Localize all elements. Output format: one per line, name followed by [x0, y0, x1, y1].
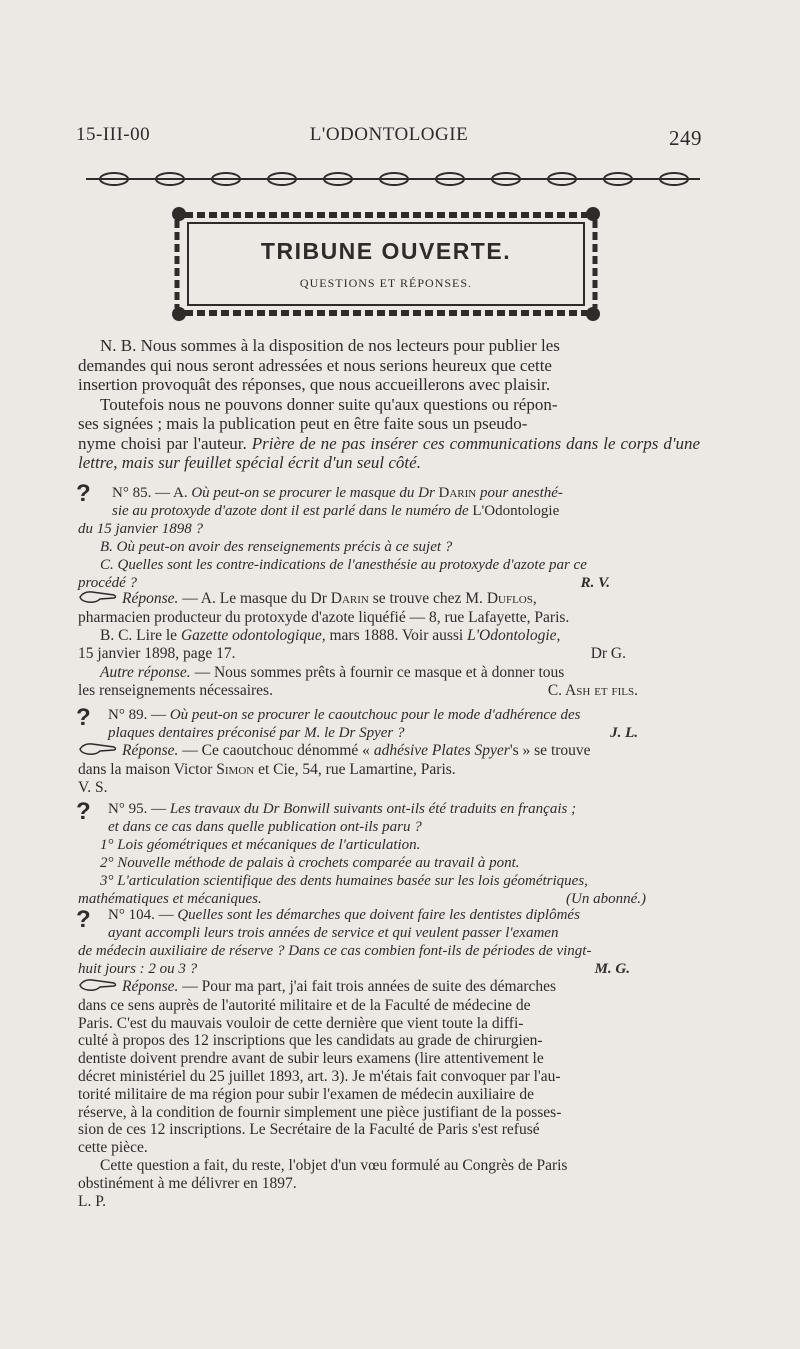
answer-text: dans ce sens auprès de l'autorité militaire et de la Faculté de médecine de: [78, 996, 531, 1014]
answer-text: mars 1888. Voir aussi: [329, 627, 464, 644]
answer-text: sion de ces 12 inscriptions. Le Secrétaire de la Faculté de Paris s'est refusé: [78, 1121, 540, 1139]
answer-text: — Ce caoutchouc dénommé «: [182, 742, 370, 760]
answer-text: torité militaire de ma région pour subir l'examen de médecin auxiliaire de: [78, 1085, 535, 1103]
answer-signature: Dr G.: [590, 645, 626, 662]
q85-text: Où peut-on se procurer le masque du Dr: [191, 485, 435, 501]
answer-text: et Cie, 54, rue Lamartine, Paris.: [258, 761, 456, 778]
intro-notice: [78, 434, 700, 473]
ornament-rule: [86, 168, 700, 190]
answer-text: B. C. Lire le: [100, 627, 178, 644]
q95-item: 1° Lois géométriques et mécaniques de l'articulation.: [100, 837, 421, 853]
answer-ref: L'Odontologie,: [467, 627, 561, 644]
answer-85: [78, 590, 700, 663]
answer-text: obstinément à me délivrer en 1897.: [78, 1174, 297, 1192]
q85-journal: L'Odontologie: [472, 503, 560, 519]
question-104: [78, 906, 700, 978]
pointing-hand-icon: [78, 590, 118, 609]
intro-line: demandes qui nous seront adressées et nous serions heureux que cette: [78, 355, 552, 375]
answer-text: — Nous sommes prêts à fournir ce masque et à donner tous: [194, 664, 565, 681]
answer-text: 15 janvier 1898, page 17.: [78, 645, 236, 662]
answer-89: [78, 742, 700, 797]
intro-line: ses signées ; mais la publication peut en être faite sous un pseudo-: [78, 414, 528, 433]
q95-text: Les travaux du Dr Bonwill suivants ont-ils été traduits en français ;: [169, 801, 577, 817]
pointing-hand-icon: [78, 742, 118, 761]
q85-text: sie au protoxyde d'azote dont il est parlé dans le numéro de: [112, 503, 469, 519]
intro-line: nyme choisi par l'auteur.: [78, 433, 247, 453]
intro-line: N. B. Nous sommes à la disposition de nos lecteurs pour publier les: [100, 336, 560, 355]
q89-text: plaques dentaires préconisé par M. le Dr Spyer ?: [108, 725, 405, 741]
q85-name: Darin: [438, 485, 477, 501]
page-number: 249: [669, 126, 702, 150]
answer-text: Paris. C'est du mauvais vouloir de cette dernière que vient toute la diffi-: [78, 1014, 524, 1032]
q95-item: 2° Nouvelle méthode de palais à crochets comparée au travail à pont.: [100, 855, 520, 871]
q104-signature: M. G.: [594, 961, 630, 977]
section-title-box: [171, 206, 601, 322]
question-89: [78, 706, 700, 742]
q104-text: de médecin auxiliaire de réserve ? Dans ce cas combien font-ils de périodes de vingt-: [78, 943, 592, 959]
pointing-hand-icon: [78, 978, 118, 997]
q89-number: N° 89. —: [108, 707, 167, 723]
other-answer: [78, 664, 700, 700]
q85-c: C. Quelles sont les contre-indications de l'anesthésie au protoxyde d'azote par ce: [100, 557, 587, 573]
q85-signature: R. V.: [580, 575, 610, 591]
running-header: [76, 124, 702, 154]
answer-text: culté à propos des 12 inscriptions que les candidats au grade de chirurgien-: [78, 1032, 543, 1050]
q104-text: huit jours : 2 ou 3 ?: [78, 961, 198, 977]
question-95: [78, 800, 700, 908]
question-mark-icon: ?: [76, 704, 91, 731]
answer-signature: V. S.: [78, 779, 108, 796]
answer-text: Cette question a fait, du reste, l'objet d'un vœu formulé au Congrès de Paris: [100, 1157, 568, 1174]
answer-text: 's » se trouve: [509, 742, 591, 760]
journal-title: L'ODONTOLOGIE: [309, 124, 469, 145]
answer-text: dans la maison Victor: [78, 761, 213, 778]
answer-ref: Gazette odontologique,: [180, 627, 326, 644]
answer-text: — Pour ma part, j'ai fait trois années de suite des démarches: [182, 978, 557, 995]
answer-text: — A. Le masque du Dr: [182, 590, 327, 608]
notice-italic: Prière de ne pas insérer ces communications dans le corps d'une lettre, mais sur feuillet spécial écrit d'un seul côté.: [78, 433, 701, 472]
q95-item: mathématiques et mécaniques.: [78, 891, 262, 907]
q89-text: Où peut-on se procurer le caoutchouc pour le mode d'adhérence des: [169, 707, 581, 723]
answer-label: Autre réponse.: [100, 664, 191, 681]
intro-line: Toutefois nous ne pouvons donner suite qu'aux questions ou répon-: [100, 394, 558, 414]
intro-paragraph: [78, 336, 700, 473]
issue-date: 15-III-00: [76, 124, 151, 145]
answer-name: Simon: [216, 761, 255, 778]
answer-text: se trouve chez M.: [372, 590, 483, 608]
q95-text: et dans ce cas dans quelle publication ont-ils paru ?: [108, 819, 422, 835]
question-mark-icon: ?: [76, 906, 91, 933]
q104-text: Quelles sont les démarches que doivent faire les dentistes diplômés: [177, 907, 580, 923]
q95-number: N° 95. —: [108, 801, 167, 817]
q104-number: N° 104. —: [108, 907, 174, 923]
answer-text: pharmacien producteur du protoxyde d'azote liquéfié — 8, rue Lafayette, Paris.: [78, 609, 570, 626]
q95-signature: (Un abonné.): [566, 891, 646, 907]
intro-line: insertion provoquât des réponses, que nous accueillerons avec plaisir.: [78, 375, 551, 394]
answer-label: Réponse.: [122, 590, 179, 608]
section-title: TRIBUNE OUVERTE.: [260, 238, 512, 264]
q85-number: N° 85. — A.: [112, 485, 188, 501]
q85-text: pour anesthé-: [480, 485, 563, 501]
q85-b: B. Où peut-on avoir des renseignements précis à ce sujet ?: [100, 539, 453, 555]
answer-label: Réponse.: [122, 742, 179, 760]
answer-label: Réponse.: [122, 978, 179, 995]
q85-c: procédé ?: [78, 575, 138, 591]
answer-104: [78, 978, 700, 1210]
answer-text: réserve, à la condition de fournir simplement une pièce justifiant de la posses-: [78, 1103, 562, 1121]
q85-text: du 15 janvier 1898 ?: [78, 521, 203, 537]
q89-signature: J. L.: [610, 725, 638, 741]
answer-signature: L. P.: [78, 1192, 106, 1210]
answer-signature: C. Ash et fils.: [547, 682, 638, 699]
answer-text: les renseignements nécessaires.: [78, 682, 273, 699]
q95-item: 3° L'articulation scientifique des dents humaines basée sur les lois géométriques,: [100, 873, 588, 889]
section-subtitle: QUESTIONS ET RÉPONSES.: [299, 276, 473, 290]
q104-text: ayant accompli leurs trois années de service et qui veulent passer l'examen: [108, 925, 559, 941]
answer-text: dentiste doivent prendre avant de subir leurs examens (lire attentivement le: [78, 1050, 544, 1068]
question-mark-icon: ?: [76, 480, 91, 507]
answer-product: adhésive Plates Spyer: [373, 742, 510, 760]
answer-name: Duflos,: [486, 590, 537, 608]
answer-name: Darin: [330, 590, 369, 608]
question-85: [76, 480, 700, 592]
answer-text: décret ministériel du 25 juillet 1893, art. 3). Je m'étais fait convoquer par l'au-: [78, 1068, 561, 1086]
answer-text: cette pièce.: [78, 1139, 148, 1157]
question-mark-icon: ?: [76, 798, 91, 825]
